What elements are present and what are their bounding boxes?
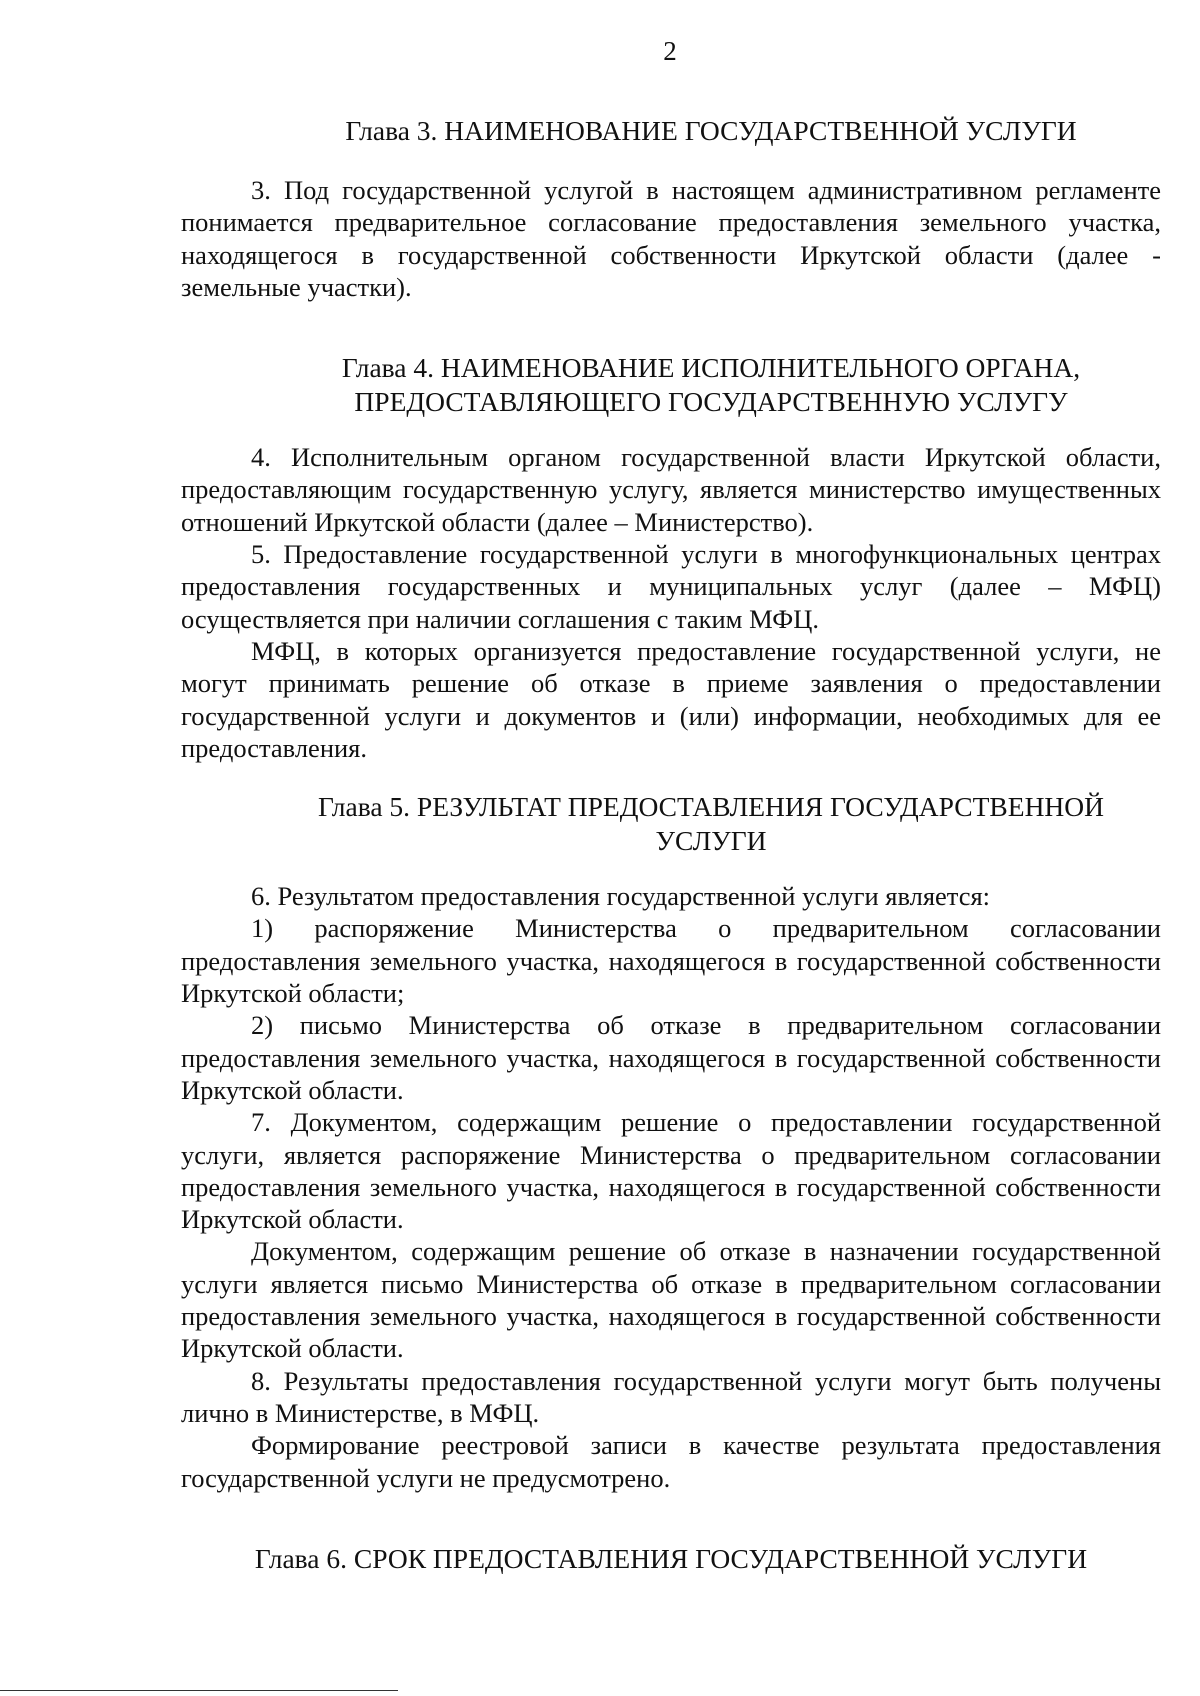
document-body [181,114,1161,1576]
paragraph-7-refusal: Документом, содержащим решение об отказе в назначении государственной услуги является письмо Министерства об отказе в предварительном согласовании предоставления земельного участка, находящегося в государственной собственности Иркутской области. [181,1236,1161,1364]
chapter-5-title-line-1: Глава 5. РЕЗУЛЬТАТ ПРЕДОСТАВЛЕНИЯ ГОСУДАРСТВЕННОЙ [317,791,1105,823]
chapter-5-title [181,790,1161,858]
paragraph-8-registry: Формирование реестровой записи в качестве результата предоставления государственной услуги не предусмотрено. [181,1430,1161,1493]
paragraph-6: 6. Результатом предоставления государственной услуги является: [251,881,991,912]
paragraph-5: 5. Предоставление государственной услуги в многофункциональных центрах предоставления государственных и муниципальных услуг (далее – МФЦ) осуществляется при наличии соглашения с таким МФЦ. [181,539,1161,634]
page-number: 2 [663,36,677,66]
chapter-5-title-line-2: УСЛУГИ [655,825,767,857]
paragraph-6-item-2: 2) письмо Министерства об отказе в предварительном согласовании предоставления земельного участка, находящегося в государственной собственности Иркутской области. [181,1010,1161,1105]
chapter-4-title-line-2: ПРЕДОСТАВЛЯЮЩЕГО ГОСУДАРСТВЕННУЮ УСЛУГУ [354,386,1068,418]
chapter-6-title-line-1: Глава 6. СРОК ПРЕДОСТАВЛЕНИЯ ГОСУДАРСТВЕННОЙ УСЛУГИ [254,1542,1088,1574]
paragraph-7: 7. Документом, содержащим решение о предоставлении государственной услуги, является распоряжение Министерства о предварительном согласовании предоставления земельного участка, находящегося в государственной собственности Иркутской области. [181,1107,1161,1235]
chapter-6-title [181,1542,1161,1576]
chapter-4-title-line-1: Глава 4. НАИМЕНОВАНИЕ ИСПОЛНИТЕЛЬНОГО ОРГАНА, [341,352,1081,384]
paragraph-5-mfc: МФЦ, в которых организуется предоставление государственной услуги, не могут принимать решение об отказе в приеме заявления о предоставлении государственной услуги и документов и (или) информации, необходимых для ее предоставления. [181,635,1161,763]
chapter-4-title [181,351,1161,419]
footer-rule [0,1690,398,1691]
paragraph-3: 3. Под государственной услугой в настоящем административном регламенте понимается предварительное согласование предоставления земельного участка, находящегося в государственной собственности Иркутской области (далее - земельные участки). [181,175,1161,302]
paragraph-4: 4. Исполнительным органом государственной власти Иркутской области, предоставляющим государственную услугу, является министерство имущественных отношений Иркутской области (далее – Министерство). [181,442,1161,537]
paragraph-8: 8. Результаты предоставления государственной услуги могут быть получены лично в Министерстве, в МФЦ. [181,1365,1161,1428]
chapter-3-title-line-1: Глава 3. НАИМЕНОВАНИЕ ГОСУДАРСТВЕННОЙ УСЛУГИ [345,115,1077,146]
paragraph-6-item-1: 1) распоряжение Министерства о предварительном согласовании предоставления земельного участка, находящегося в государственной собственности Иркутской области; [181,913,1161,1009]
chapter-3-title [181,114,1161,148]
